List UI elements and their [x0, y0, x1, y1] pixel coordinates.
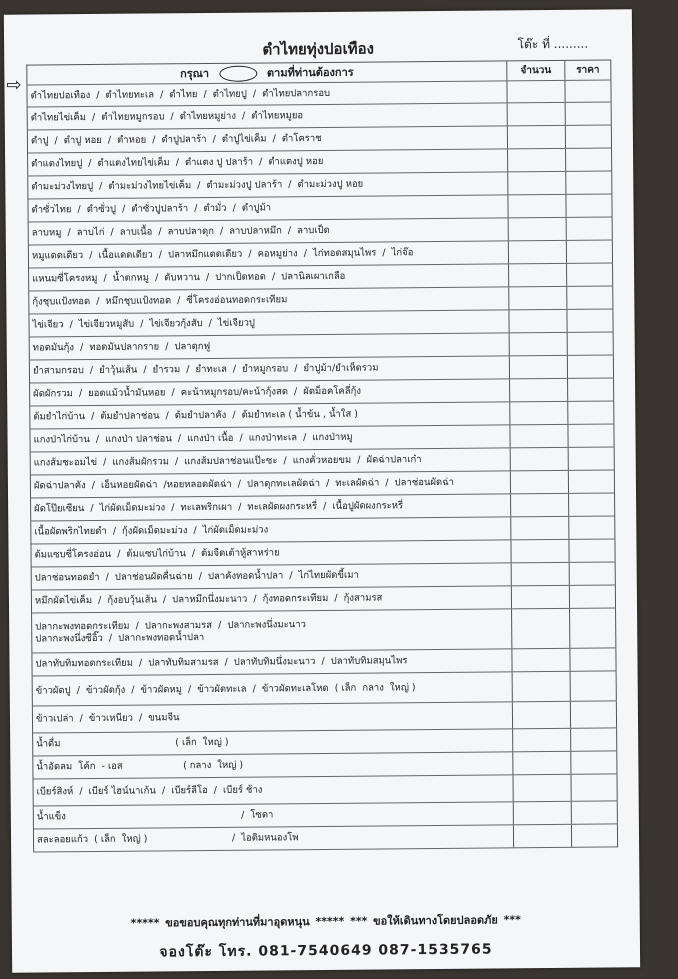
menu-items-cell — [34, 775, 514, 805]
menu-table — [26, 59, 618, 852]
qty-cell[interactable] — [508, 172, 566, 195]
price-cell[interactable] — [569, 493, 615, 515]
menu-items-cell — [33, 702, 513, 732]
price-cell[interactable] — [566, 125, 612, 147]
price-cell[interactable] — [570, 562, 616, 584]
qty-cell[interactable] — [512, 586, 570, 609]
menu-items-text[interactable]: ผัดฉ่าปลาคัง / เอ็นหอยผัดฉ่า /หอยหลอดผัดฉ่า / ปลาดุกทะเลผัดฉ่า / ทะเลผัดฉ่า / ปลาช่อนผัดฉ่า — [33, 476, 455, 492]
menu-items-cell — [33, 672, 513, 705]
menu-items-text[interactable]: กุ้งชุบแป้งทอด / หมึกชุบแป้งทอด / ซี่โครงอ่อนทอดกระเทียม — [32, 294, 288, 308]
menu-items-cell — [31, 448, 511, 474]
qty-cell[interactable] — [513, 775, 571, 802]
qty-cell[interactable] — [512, 649, 570, 672]
menu-items-text[interactable]: ปลาช่อนทอดยำ / ปลาช่อนผัดคื่นฉ่าย / ปลาคังทอดน้ำปลา / ไก่ไทยผัดขี้เมา — [34, 569, 359, 584]
qty-cell[interactable] — [508, 195, 566, 218]
menu-items-text[interactable]: หมึกผัดไข่เค็ม / กุ้งอบวุ้นเส้น / ปลาหมึกนึ่งมะนาว / กุ้งทอดกระเทียม / กุ้งสามรส — [34, 592, 383, 607]
menu-row — [34, 824, 618, 852]
menu-items-text[interactable]: แกงป่าไก่บ้าน / แกงป่า ปลาช่อน / แกงป่า เนื้อ / แกงป่าทะเล / แกงป่าหมู — [33, 431, 353, 446]
menu-items-text[interactable]: ตำซั่วไทย / ตำซั่วปู / ตำซั่วปูปลาร้า / ตำมั่ว / ตำปูม้า — [31, 202, 272, 216]
qty-cell[interactable] — [513, 702, 571, 729]
footer-contact: จองโต๊ะ โทร. 081-7540649 087-1535765 — [159, 941, 493, 961]
qty-cell[interactable] — [512, 563, 570, 586]
price-cell[interactable] — [567, 309, 613, 331]
menu-items-text[interactable]: ยำสามกรอบ / ยำวุ้นเส้น / ยำรวม / ยำทะเล / ยำหมูกรอบ / ยำปูม้า/ยำเห็ดรวม — [32, 362, 379, 377]
restaurant-title: ตำไทยทุ่งปอเทือง — [262, 39, 374, 59]
menu-items-text[interactable]: เนื้อผัดพริกไทยดำ / กุ้งผัดเม็ดมะม่วง / ไก่ผัดเม็ดมะม่วง — [34, 524, 269, 538]
price-cell[interactable] — [565, 80, 611, 101]
menu-items-text[interactable]: ลาบหมู / ลาบไก่ / ลาบเนื้อ / ลาบปลาดุก / ลาบปลาหมึก / ลาบเป็ด — [31, 224, 330, 239]
qty-cell[interactable] — [510, 379, 568, 402]
menu-items-cell — [32, 649, 512, 675]
menu-items-text[interactable]: ตำมะม่วงไทยปู / ตำมะม่วงไทยไข่เค็ม / ตำมะม่วงปู ปลาร้า / ตำมะม่วงปู หอย — [31, 178, 364, 193]
menu-items-text[interactable]: ตำไทยไข่เค็ม / ตำไทยหมูกรอบ / ตำไทยหมูย่าง / ตำไทยหมูยอ — [30, 110, 304, 124]
menu-items-text[interactable]: ข้าวเปล่า / ข้าวเหนียว / ขนมจีน — [35, 712, 180, 725]
qty-cell[interactable] — [512, 609, 570, 649]
qty-cell[interactable] — [514, 825, 572, 848]
menu-items-text[interactable]: ข้าวผัดปู / ข้าวผัดกุ้ง / ข้าวผัดหมู / ข้าวผัดทะเล / ข้าวผัดทะเลโหด ( เล็ก กลาง ใหญ่ ) — [35, 681, 416, 697]
menu-items-cell — [28, 195, 508, 221]
menu-items-cell — [29, 287, 509, 313]
menu-items-cell — [34, 802, 514, 828]
price-cell[interactable] — [571, 751, 617, 773]
instruction-right: ตามที่ท่านต้องการ — [266, 65, 354, 79]
qty-cell[interactable] — [509, 241, 567, 264]
footer-thanks: ***** ขอขอบคุณทุกท่านที่มาอุดหนุน ***** *** ขอให้เดินทางโดยปลอดภัย *** — [130, 913, 521, 930]
qty-cell[interactable] — [511, 471, 569, 494]
menu-order-sheet — [4, 9, 640, 972]
price-cell[interactable] — [571, 701, 617, 727]
menu-items-cell — [31, 494, 511, 520]
circle-mark-icon — [219, 65, 257, 81]
menu-items-text[interactable]: น้ำแข็ง / โซดา — [36, 809, 274, 823]
menu-items-text[interactable]: ทอดมันกุ้ง / ทอดมันปลากราย / ปลาดุกฟู — [32, 340, 211, 354]
menu-items-text[interactable]: หมูแดดเดียว / เนื้อแดดเดียว / ปลาหมึกแดดเดียว / คอหมูย่าง / ไก่ทอดสมุนไพร / ไก่จ๊อ — [31, 247, 414, 262]
price-cell[interactable] — [572, 824, 618, 846]
menu-items-cell — [31, 517, 511, 543]
qty-cell[interactable] — [511, 448, 569, 471]
arrow-right-icon: ⇨ — [6, 74, 22, 96]
price-cell[interactable] — [569, 516, 615, 538]
table-number-field[interactable]: โต๊ะ ที่ ......... — [517, 36, 589, 52]
menu-items-text[interactable]: ตำไทยปอเทือง / ตำไทยทะเล / ตำไทย / ตำไทยปู / ตำไทยปลากรอบ — [30, 87, 331, 102]
price-cell[interactable] — [571, 671, 617, 700]
qty-cell[interactable] — [510, 356, 568, 379]
qty-cell[interactable] — [511, 517, 569, 540]
menu-items-cell — [30, 425, 510, 451]
menu-row — [32, 608, 616, 653]
qty-cell[interactable] — [510, 402, 568, 425]
menu-items-cell — [28, 126, 508, 152]
menu-items-cell — [34, 825, 514, 851]
menu-items-cell — [30, 333, 510, 359]
menu-items-cell — [28, 172, 508, 198]
price-cell[interactable] — [572, 801, 618, 823]
price-cell[interactable] — [567, 240, 613, 262]
price-cell[interactable] — [569, 447, 615, 469]
qty-cell[interactable] — [510, 425, 568, 448]
menu-items-cell — [30, 356, 510, 382]
menu-items-text[interactable]: สละลอยแก้ว ( เล็ก ใหญ่ ) / ไอติมหนองโพ — [36, 832, 299, 846]
price-cell[interactable] — [566, 194, 612, 216]
price-cell[interactable] — [571, 728, 617, 750]
menu-items-cell — [27, 81, 507, 106]
price-cell[interactable] — [569, 539, 615, 561]
price-cell[interactable] — [566, 102, 612, 124]
qty-cell[interactable] — [508, 103, 566, 126]
qty-cell[interactable] — [511, 494, 569, 517]
qty-cell[interactable] — [509, 310, 567, 333]
qty-cell[interactable] — [513, 672, 571, 702]
menu-items-text[interactable]: ผัดผักรวม / ยอดแม้วน้ำมันหอย / คะน้าหมูกรอบ/คะน้ากุ้งสด / ผัดม็อคโคลี่กุ้ง — [33, 385, 362, 400]
menu-items-cell — [30, 402, 510, 428]
menu-items-cell — [29, 264, 509, 290]
price-cell[interactable] — [567, 217, 613, 239]
menu-items-text[interactable]: ปลากะพงทอดกระเทียม / ปลากะพงสามรส / ปลากะพงนึ่งมะนาว — [35, 618, 306, 633]
menu-items-text[interactable]: ต้มแซบซี่โครงอ่อน / ต้มแซบไก่บ้าน / ต้มจืดเต้าหู้สาหร่าย — [34, 547, 280, 561]
qty-cell[interactable] — [511, 540, 569, 563]
qty-cell[interactable] — [509, 218, 567, 241]
qty-cell[interactable] — [509, 264, 567, 287]
price-cell[interactable] — [567, 286, 613, 308]
price-cell[interactable] — [568, 378, 614, 400]
menu-items-text[interactable]: ตำแตงไทยปู / ตำแตงไทยไข่เค็ม / ตำแตง ปู ปลาร้า / ตำแตงปู หอย — [31, 155, 324, 170]
qty-cell[interactable] — [513, 752, 571, 775]
menu-items-text[interactable]: ตำปู / ตำปู หอย / ตำหอย / ตำปูปลาร้า / ตำปูไข่เค็ม / ตำโคราช — [30, 132, 322, 147]
qty-cell[interactable] — [510, 333, 568, 356]
price-cell[interactable] — [568, 401, 614, 423]
menu-items-text[interactable]: เบียร์สิงห์ / เบียร์ ไฮน์นาเก้น / เบียร์ลีโอ / เบียร์ ช้าง — [36, 784, 263, 798]
menu-items-cell — [28, 103, 508, 129]
menu-items-text[interactable]: น้ำดื่ม ( เล็ก ใหญ่ ) — [36, 736, 229, 750]
menu-items-text[interactable]: แหนมซี่โครงหมู / น้ำตกหมู / ตับหวาน / ปากเป็ดทอด / ปลานิลเผาเกลือ — [32, 270, 346, 285]
menu-items-text[interactable]: ผัดโป๊ยเซียน / ไก่ผัดเม็ดมะม่วง / ทะเลพริกเผา / ทะเลผัดผงกระหรี่ / เนื้อปูผัดผงกระหรี่ — [34, 500, 404, 515]
price-cell[interactable] — [567, 263, 613, 285]
price-cell[interactable] — [568, 355, 614, 377]
menu-items-cell — [28, 149, 508, 175]
qty-header: จำนวน — [507, 61, 565, 81]
price-cell[interactable] — [570, 585, 616, 607]
menu-items-cell — [30, 379, 510, 405]
menu-items-cell — [29, 241, 509, 267]
menu-items-cell — [32, 609, 512, 652]
menu-items-text[interactable]: น้ำอัดลม โค้ก - เอส ( กลาง ใหญ่ ) — [36, 759, 244, 773]
price-cell[interactable] — [568, 332, 614, 354]
menu-items-text[interactable]: ปลากะพงนึ่งซีอิ๊ว / ปลากะพงทอดน้ำปลา — [35, 631, 205, 645]
qty-cell[interactable] — [514, 802, 572, 825]
menu-items-cell — [32, 563, 512, 589]
qty-cell[interactable] — [507, 81, 565, 103]
menu-items-text[interactable]: ไข่เจียว / ไข่เจียวหมูสับ / ไข่เจียวกุ้งสับ / ไข่เจียวปู — [32, 317, 255, 331]
menu-items-cell — [33, 729, 513, 755]
price-cell[interactable] — [569, 470, 615, 492]
menu-items-cell — [33, 752, 513, 778]
menu-items-text[interactable]: ปลาทับทิมทอดกระเทียม / ปลาทับทิมสามรส / ปลาทับทิมนึ่งมะนาว / ปลาทับทิมสมุนไพร — [35, 655, 408, 670]
menu-items-cell — [29, 218, 509, 244]
menu-items-cell — [31, 471, 511, 497]
price-cell[interactable] — [568, 424, 614, 446]
price-cell[interactable] — [566, 171, 612, 193]
menu-items-text[interactable]: ต้มยำไก่บ้าน / ต้มยำปลาช่อน / ต้มยำปลาคัง / ต้มยำทะเล ( น้ำข้น , น้ำใส ) — [33, 408, 359, 423]
menu-items-cell — [29, 310, 509, 336]
price-cell[interactable] — [566, 148, 612, 170]
qty-cell[interactable] — [508, 149, 566, 172]
price-cell[interactable] — [570, 648, 616, 670]
menu-items-cell — [32, 586, 512, 612]
price-header: ราคา — [565, 60, 611, 79]
qty-cell[interactable] — [508, 126, 566, 149]
price-cell[interactable] — [570, 608, 616, 647]
qty-cell[interactable] — [509, 287, 567, 310]
instruction-left: กรุณา — [179, 66, 210, 80]
qty-cell[interactable] — [513, 729, 571, 752]
menu-items-cell — [31, 540, 511, 566]
price-cell[interactable] — [571, 774, 617, 800]
menu-items-text[interactable]: แกงส้มชะอมไข่ / แกงส้มผักรวม / แกงส้มปลาช่อนแป๊ะซะ / แกงคั่วหอยขม / ผัดฉ่าปลาเก๋า — [33, 454, 422, 469]
